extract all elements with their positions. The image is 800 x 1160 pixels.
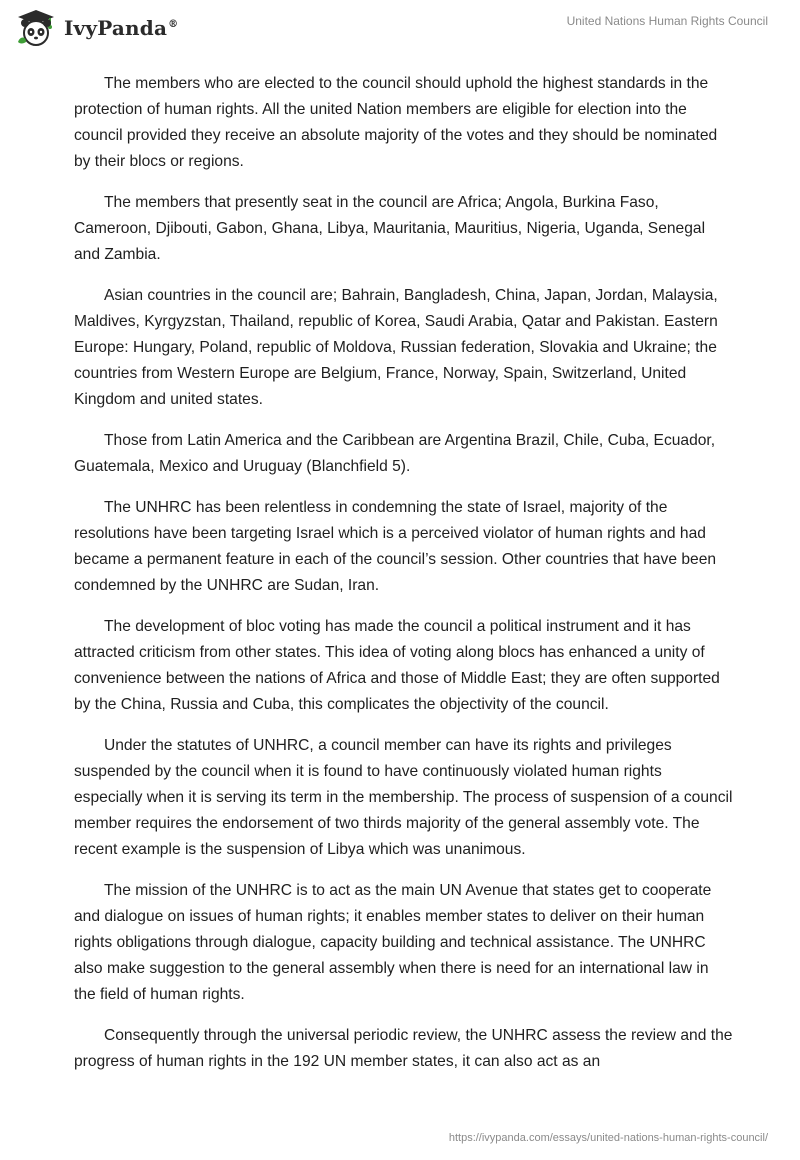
panda-graduate-icon bbox=[14, 8, 58, 48]
ivypanda-logo[interactable] bbox=[14, 8, 178, 48]
paragraph: The UNHRC has been relentless in condemning the state of Israel, majority of the resolutions have been targeting Israel which is a perceived violator of human rights and had became a permanent feature in each of the council’s session. Other countries that have been condemned by the UNHRC are Sudan, Iran. bbox=[74, 499, 717, 594]
source-url-link[interactable]: https://ivypanda.com/essays/united-nations-human-rights-council/ bbox=[448, 1132, 768, 1144]
paragraph: Under the statutes of UNHRC, a council member can have its rights and privileges suspended by the council when it is found to have continuously violated human rights especially when it is serving its term in the membership. The process of suspension of a council member requires the endorsement of two thirds majority of the general assembly vote. The recent example is the suspension of Libya which was unanimous. bbox=[74, 737, 733, 858]
brand-name: IvyPanda® bbox=[64, 16, 179, 40]
paragraph: Consequently through the universal periodic review, the UNHRC assess the review and the progress of human rights in the 192 UN member states, it can also act as an bbox=[74, 1027, 733, 1070]
paragraph: Asian countries in the council are; Bahrain, Bangladesh, China, Japan, Jordan, Malaysia, Maldives, Kyrgyzstan, Thailand, republic of Korea, Saudi Arabia, Qatar and Pakistan. Eastern Europe: Hungary, Poland, republic of Moldova, Russian federation, Slovakia and Ukraine; the countries from Western Europe are Belgium, France, Norway, Spain, Switzerland, United Kingdom and united states. bbox=[74, 287, 718, 408]
paragraph: The members that presently seat in the council are Africa; Angola, Burkina Faso, Cameroon, Djibouti, Gabon, Ghana, Libya, Mauritania, Mauritius, Nigeria, Uganda, Senegal and Zambia. bbox=[74, 194, 706, 263]
paragraph: The mission of the UNHRC is to act as the main UN Avenue that states get to cooperate and dialogue on issues of human rights; it enables member states to deliver on their human rights obligations through dialogue, capacity building and technical assistance. The UNHRC also make suggestion to the general assembly when there is need for an international law in the field of human rights. bbox=[74, 882, 712, 1003]
paragraph: The development of bloc voting has made the council a political instrument and it has attracted criticism from other states. This idea of voting along blocs has enhanced a unity of convenience between the nations of Africa and those of Middle East; they are often supported by the China, Russia and Cuba, this complicates the objectivity of the council. bbox=[74, 618, 720, 713]
document-title: United Nations Human Rights Council bbox=[566, 14, 768, 28]
essay-body bbox=[74, 71, 734, 1090]
paragraph: The members who are elected to the council should uphold the highest standards in the protection of human rights. All the united Nation members are eligible for election into the council provided they receive an absolute majority of the votes and they should be nominated by their blocs or regions. bbox=[74, 75, 718, 170]
page-header bbox=[0, 0, 800, 60]
paragraph: Those from Latin America and the Caribbean are Argentina Brazil, Chile, Cuba, Ecuador, Guatemala, Mexico and Uruguay (Blanchfield 5). bbox=[74, 432, 716, 475]
